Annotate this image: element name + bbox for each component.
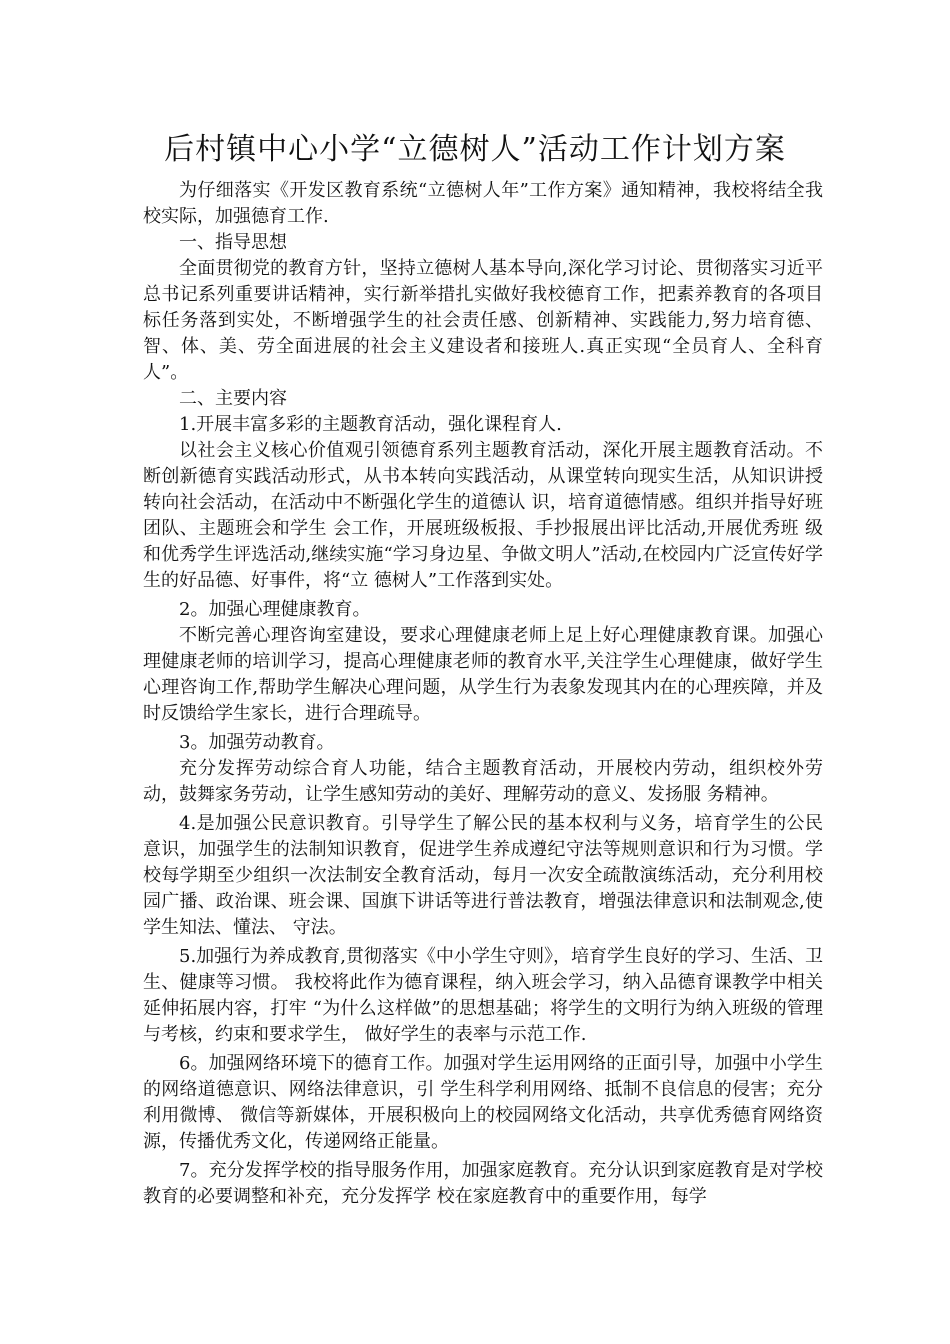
section-heading-guiding-ideology: 一、指导思想 [179,232,287,253]
document-title: 后村镇中心小学“立德树人”活动工作计划方案 [164,132,786,167]
item-3-paragraph: 充分发挥劳动综合育人功能，结合主题教育活动，开展校内劳动，组织校外劳动，鼓舞家务劳动，让学生感知劳动的美好、理解劳动的意义、发扬服 务精神。 [143,758,823,805]
item-7-paragraph: 7。充分发挥学校的指导服务作用，加强家庭教育。充分认识到家庭教育是对学校教育的必要调整和补充，充分发挥学 校在家庭教育中的重要作用，每学 [143,1160,823,1207]
item-1-paragraph: 以社会主义核心价值观引领德育系列主题教育活动，深化开展主题教育活动。不断创新德育实践活动形式，从书本转向实践活动，从课堂转向现实生活，从知识讲授转向社会活动，在活动中不断强化学生的道德认 识，培育道德情感。组织并指导好班团队、主题班会和学生 会工作，开展班级板报、手抄报展出评比活动,开展优秀班 级和优秀学生评选活动,继续实施“学习身边星、争做文明人”活动,在校园内广泛宣传好学生的好品德、好事件，将“立 德树人”工作落到实处。 [143,440,823,591]
section-heading-main-content: 二、主要内容 [179,388,287,409]
item-3-heading: 3。加强劳动教育。 [179,732,335,753]
item-6-paragraph: 6。加强网络环境下的德育工作。加强对学生运用网络的正面引导，加强中小学生的网络道德意识、网络法律意识，引 学生科学利用网络、抵制不良信息的侵害；充分利用微博、 微信等新媒体，开展积极向上的校园网络文化活动，共享优秀德育网络资源，传播优秀文化，传递网络正能量。 [143,1053,823,1152]
item-4-paragraph: 4.是加强公民意识教育。引导学生了解公民的基本权利与义务，培育学生的公民意识，加强学生的法制知识教育，促进学生养成遵纪守法等规则意识和行为习惯。学校每学期至少组织一次法制安全教育活动，每月一次安全疏散演练活动，充分利用校园广播、政治课、班会课、国旗下讲话等进行普法教育，增强法律意识和法制观念,使学生知法、懂法、 守法。 [143,813,823,938]
item-2-paragraph: 不断完善心理咨询室建设，要求心理健康老师上足上好心理健康教育课。加强心理健康老师的培训学习，提高心理健康老师的教育水平,关注学生心理健康，做好学生心理咨询工作,帮助学生解决心理问题，从学生行为表象发现其内在的心理疾障，并及时反馈给学生家长，进行合理疏导。 [143,625,823,724]
intro-paragraph: 为仔细落实《开发区教育系统“立德树人年”工作方案》通知精神，我校将结全我校实际，加强德育工作. [143,180,823,227]
guiding-ideology-paragraph: 全面贯彻党的教育方针，坚持立德树人基本导向,深化学习讨论、贯彻落实习近平总书记系列重要讲话精神，实行新举措扎实做好我校德育工作，把素养教育的各项目标任务落到实处，不断增强学生的社会责任感、创新精神、实践能力,努力培育德、智、体、美、劳全面进展的社会主义建设者和接班人.真正实现“全员育人、全科育人”。 [143,258,823,383]
item-2-heading: 2。加强心理健康教育。 [179,599,371,620]
item-1-heading: 1.开展丰富多彩的主题教育活动，强化课程育人. [179,414,562,435]
document-body [143,178,823,1210]
item-5-paragraph: 5.加强行为养成教育,贯彻落实《中小学生守则》，培育学生良好的学习、生活、卫生、健康等习惯。 我校将此作为德育课程，纳入班会学习，纳入品德育课教学中相关延伸拓展内容，打牢 “为什么这样做”的思想基础；将学生的文明行为纳入班级的管理与考核，约束和要求学生， 做好学生的表率与示范工作. [143,946,823,1045]
